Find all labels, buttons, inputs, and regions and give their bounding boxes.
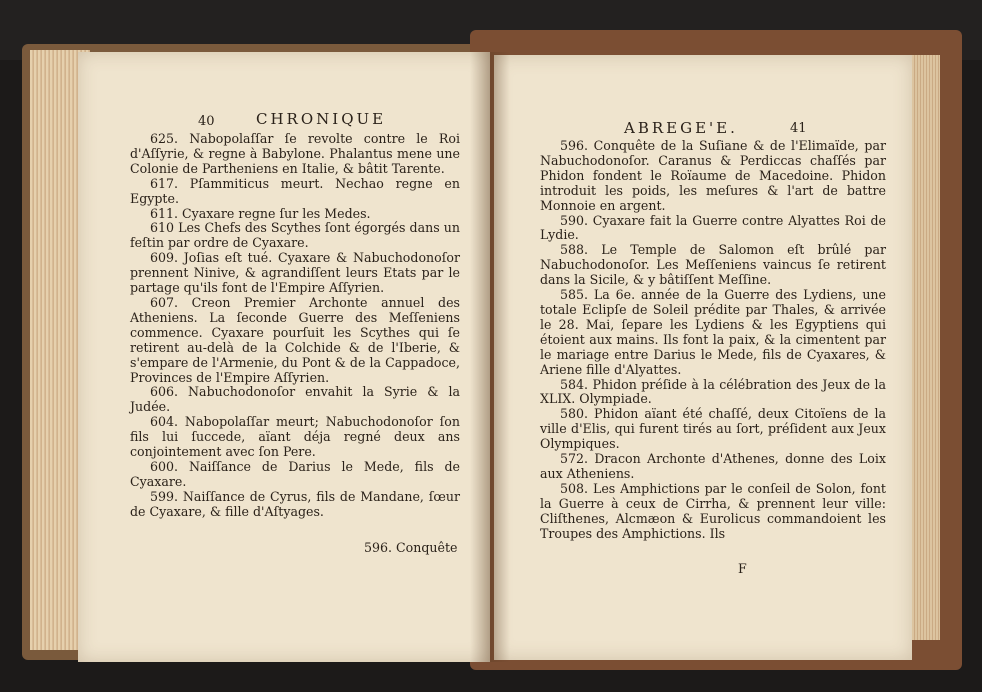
gutter-shadow	[470, 52, 510, 662]
entry-625: 625. Nabopolaſſar ſe revolte contre le Roi d'Aſſyrie, & regne à Babylone. Phalantus mene une Colonie de Partheniens en Italie, & bâtit Tarente.	[130, 131, 460, 176]
entry-584: 584. Phidon préſide à la célébration des Jeux de la XLIX. Olympiade.	[540, 376, 886, 407]
left-page	[78, 52, 490, 662]
right-page-edges	[912, 55, 940, 640]
entry-604: 604. Nabopolaſſar meurt; Nabuchodonoſor ſon fils lui ſuccede, aïant déja regné deux ans conjointement avec ſon Pere.	[130, 414, 460, 460]
entry-617: 617. Pſammiticus meurt. Nechao regne en Egypte.	[130, 175, 460, 206]
entry-599: 599. Naiſſance de Cyrus, fils de Mandane, ſœur de Cyaxare, & fille d'Aſtyages.	[130, 488, 460, 519]
entry-596: 596. Conquête de la Suſiane & de l'Elimaïde, par Nabuchodonoſor. Caranus & Perdiccas chaſſés par Phidon fondent le Roïaume de Macedoine. Phidon introduit les poids, les meſures & l'art de battre Monnoie en argent.	[540, 138, 886, 213]
entry-610: 610 Les Chefs des Scythes ſont égorgés dans un feſtin par ordre de Cyaxare.	[130, 220, 460, 251]
signature-mark: F	[738, 561, 747, 576]
entry-609: 609. Joſias eſt tué. Cyaxare & Nabuchodonoſor prennent Ninive, & agrandiſſent leurs Etats par le partage qu'ils font de l'Empire Aſſyrien.	[130, 250, 460, 296]
entry-611: 611. Cyaxare regne ſur les Medes.	[150, 205, 371, 221]
entry-590: 590. Cyaxare fait la Guerre contre Alyattes Roi de Lydie.	[540, 212, 886, 243]
left-page-number: 40	[198, 114, 215, 129]
left-page-text	[130, 132, 460, 520]
right-page-number: 41	[790, 121, 807, 136]
entry-607: 607. Creon Premier Archonte annuel des Atheniens. La ſeconde Guerre des Meſſeniens commence. Cyaxare pourſuit les Scythes qui ſe retirent au-delà de la Colchide & de l'Iberie, & s'empare de l'Armenie, du Pont & de la Cappadoce, Provinces de l'Empire Aſſyrien.	[130, 294, 460, 385]
right-page-text	[540, 139, 886, 541]
entry-572: 572. Dracon Archonte d'Athenes, donne des Loix aux Atheniens.	[540, 451, 886, 481]
entry-600: 600. Naiſſance de Darius le Mede, fils de Cyaxare.	[130, 458, 460, 489]
entry-508: 508. Les Amphictions par le conſeil de Solon, font la Guerre à ceux de Cirrha, & prennent leur ville: Cliſthenes, Alcmæon & Eurolicus commandoient les Troupes des Amphictions. Ils	[540, 480, 886, 541]
left-page-header: CHRONIQUE	[256, 110, 387, 128]
entry-588: 588. Le Temple de Salomon eſt brûlé par Nabuchodonoſor. Les Meſſeniens vaincus ſe retirent dans la Sicile, & y bâtiſſent Meſſine.	[540, 242, 886, 288]
entry-606: 606. Nabuchodonoſor envahit la Syrie & la Judée.	[130, 384, 460, 415]
right-page	[494, 55, 912, 660]
entry-585: 585. La 6e. année de la Guerre des Lydiens, une totale Eclipſe de Soleil prédite par Thales, & arrivée le 28. Mai, ſepare les Lydiens & les Egyptiens qui étoient aux mains. Ils font la paix, & la cimentent par le mariage entre Darius le Mede, fils de Cyaxares, & Ariene fille d'Alyattes.	[540, 287, 886, 377]
right-page-header: ABREGE'E.	[624, 119, 738, 137]
left-catchword: 596. Conquête	[364, 540, 458, 555]
entry-580: 580. Phidon aïant été chaſſé, deux Citoïens de la ville d'Elis, qui furent tirés au ſort, préſident aux Jeux Olympiques.	[540, 406, 886, 452]
